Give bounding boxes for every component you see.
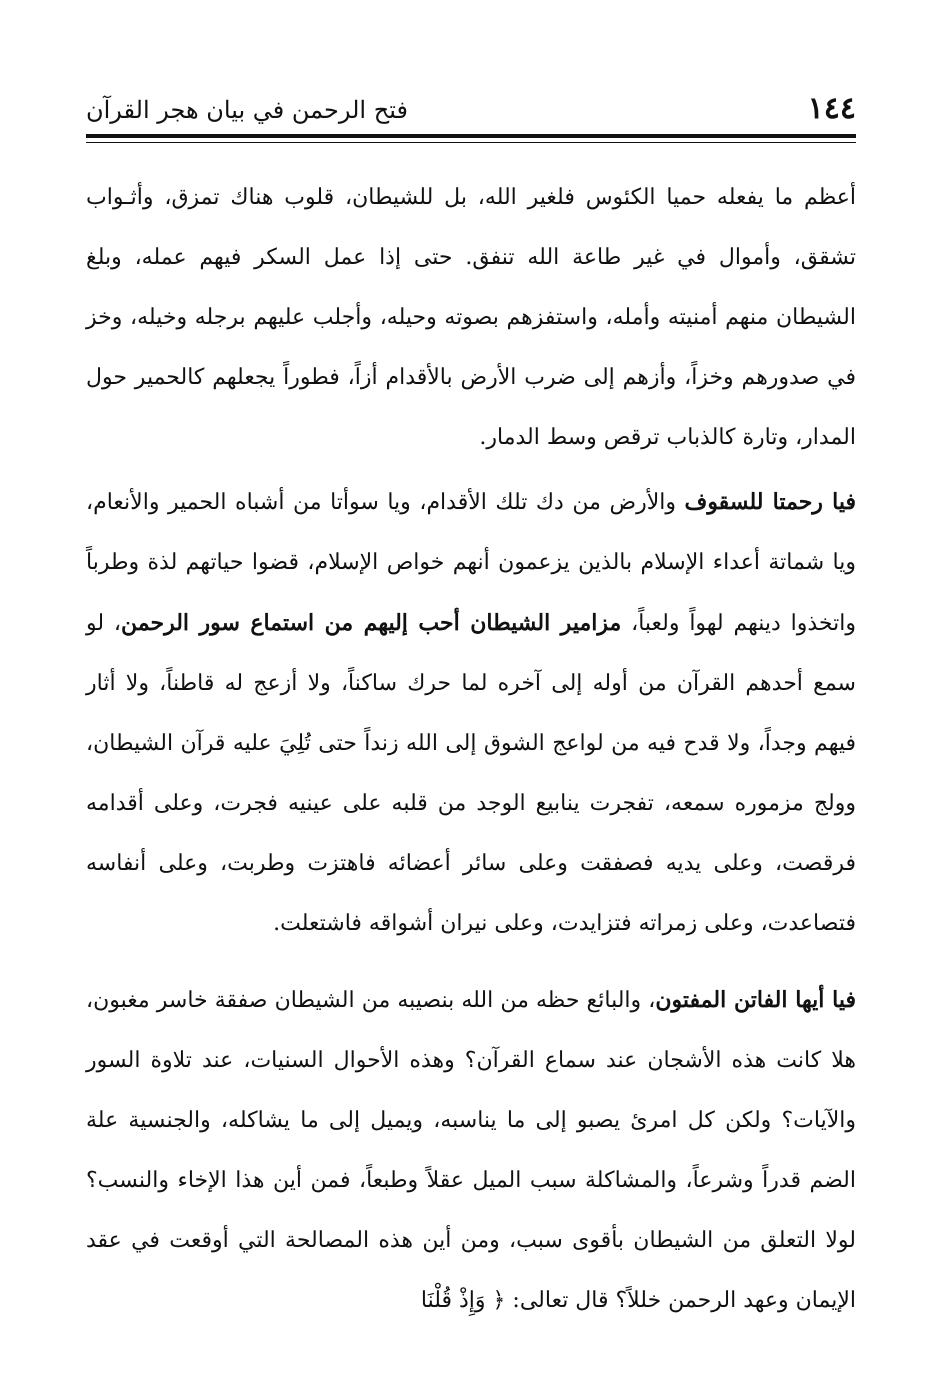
body-text <box>86 168 856 1331</box>
paragraph-2-lead: فيا رحمتا للسقوف <box>684 489 856 515</box>
header-rule-thick <box>86 134 856 138</box>
paragraph-3-lead: فيا أيها الفاتن المفتون <box>655 987 856 1013</box>
page-number: ١٤٤ <box>807 91 856 126</box>
running-title: فتح الرحمن في بيان هجر القرآن <box>86 96 408 124</box>
page-header <box>86 88 856 130</box>
header-rule-thin <box>86 142 856 143</box>
paragraph-3-text: ، والبائع حظه من الله بنصيبه من الشيطان صفقة خاسر مغبون، هلا كانت هذه الأشجان عند سماع القرآن؟ وهذه الأحوال السنيات، عند تلاوة السور والآيات؟ ولكن كل امرئ يصبو إلى ما يناسبه، ويميل إلى ما يشاكله، والجنسية علة الضم قدراً وشرعاً، والمشاكلة سبب الميل عقلاً وطبعاً، فمن أين هذا الإخاء والنسب؟ لولا التعلق من الشيطان بأقوى سبب، ومن أين هذه المصالحة التي أوقعت في عقد الإيمان وعهد الرحمن خللاً؟ قال تعالى: ﴿ وَإِذْ قُلْنَا <box>86 988 856 1313</box>
paragraph-2 <box>86 472 856 954</box>
paragraph-2-text-b: ، لو سمع أحدهم القرآن من أوله إلى آخره لما حرك ساكناً، ولا أزعج له قاطناً، ولا أثار فيهم وجداً، ولا قدح فيه من لواعج الشوق إلى الله زنداً حتى تُلِيَ عليه قرآن الشيطان، وولج مزموره سمعه، تفجرت ينابيع الوجد من قلبه على عينيه فجرت، وعلى أقدامه فرقصت، وعلى يديه فصفقت وعلى سائر أعضائه فاهتزت وطربت، وعلى أنفاسه فتصاعدت، وعلى زمراته فتزايدت، وعلى نيران أشواقه فاشتعلت. <box>86 611 856 936</box>
paragraph-1 <box>86 168 856 468</box>
paragraph-3 <box>86 970 856 1331</box>
paragraph-2-text-a: والأرض من دك تلك الأقدام، ويا سوأتا من أشباه الحمير والأنعام، ويا شماتة أعداء الإسلام بالذين يزعمون أنهم خواص الإسلام، قضوا حياتهم لذة وطرباً واتخذوا دينهم لهواً ولعباً، <box>86 490 856 636</box>
paragraph-2-emphasis: مزامير الشيطان أحب إليهم من استماع سور الرحمن <box>121 610 622 636</box>
paragraph-1-text: أعظم ما يفعله حميا الكئوس فلغير الله، بل للشيطان، قلوب هناك تمزق، وأثـواب تشقق، وأموال في غير طاعة الله تنفق. حتى إذا عمل السكر فيهم عمله، وبلغ الشيطان منهم أمنيته وأمله، واستفزهم بصوته وحيله، وأجلب عليهم برجله وخيله، وخز في صدورهم وخزاً، وأزهم إلى ضرب الأرض بالأقدام أزاً، فطوراً يجعلهم كالحمير حول المدار، وتارة كالذباب ترقص وسط الدمار. <box>86 185 856 450</box>
